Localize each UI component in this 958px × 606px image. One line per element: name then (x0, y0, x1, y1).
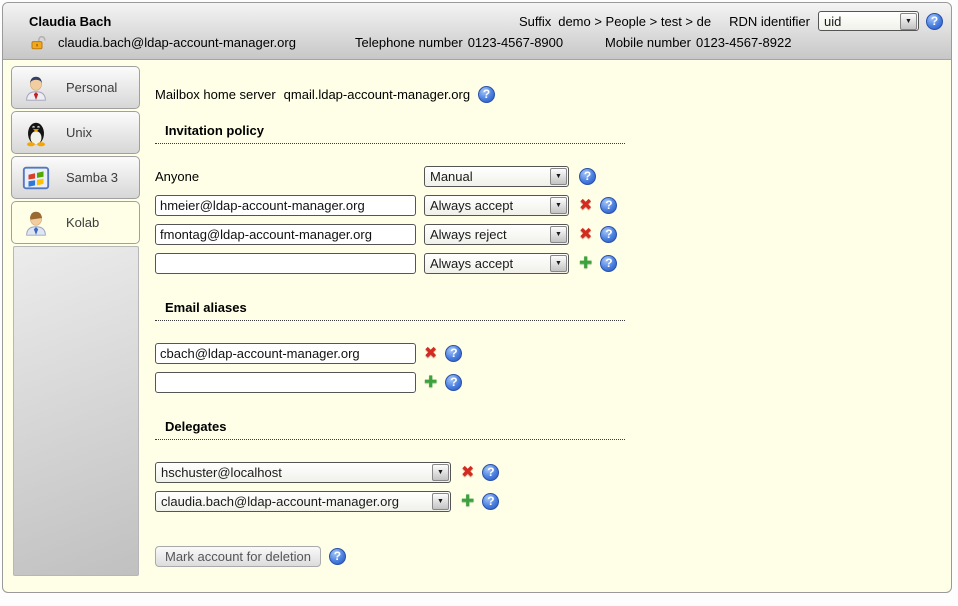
invitation-policy-select[interactable] (424, 224, 569, 245)
account-email: claudia.bach@ldap-account-manager.org (58, 35, 296, 50)
delegates-heading: Delegates (155, 419, 625, 440)
delegate-new-help-icon[interactable]: ? (482, 493, 499, 510)
email-alias-help-icon[interactable]: ? (445, 345, 462, 362)
delegate-new-row (155, 491, 951, 512)
delegate-new-select[interactable] (155, 491, 451, 512)
mark-account-for-deletion-button[interactable]: Mark account for deletion (155, 546, 321, 567)
anyone-label: Anyone (155, 169, 200, 184)
rdn-identifier-label: RDN identifier (729, 13, 810, 29)
mailbox-home-server-value: qmail.ldap-account-manager.org (283, 87, 471, 102)
chevron-down-icon: ▼ (550, 168, 567, 185)
telephone-value: 0123-4567-8900 (467, 35, 564, 50)
account-deletion-row (155, 546, 951, 567)
mailbox-help-icon[interactable]: ? (478, 86, 495, 103)
delete-icon[interactable]: ✖ (461, 464, 475, 481)
unlock-icon[interactable] (30, 35, 47, 51)
tab-personal[interactable] (11, 66, 140, 109)
chevron-down-icon: ▼ (432, 493, 449, 510)
anyone-policy-select[interactable] (424, 166, 569, 187)
account-edit-window (2, 2, 952, 593)
telephone-number (355, 35, 605, 50)
tab-unix[interactable] (11, 111, 140, 154)
mobile-label: Mobile number (605, 35, 691, 50)
mailbox-home-server-label: Mailbox home server (155, 87, 276, 102)
delegate-new-value: claudia.bach@ldap-account-manager.org (161, 494, 399, 509)
tab-unix-label: Unix (66, 125, 93, 140)
email-alias-new-input[interactable] (155, 372, 416, 393)
suffix-label: Suffix (518, 13, 552, 29)
rdn-identifier-select[interactable] (818, 11, 919, 31)
kolab-user-icon (21, 208, 51, 238)
header-row-bottom (3, 32, 951, 53)
header-row-top (3, 3, 951, 32)
invitation-new-row (155, 253, 951, 274)
invitation-policy-heading: Invitation policy (155, 123, 625, 144)
chevron-down-icon: ▼ (550, 226, 567, 243)
kolab-tab-content (140, 60, 951, 593)
tux-penguin-icon (21, 118, 51, 148)
header-right-group (519, 11, 943, 31)
telephone-label: Telephone number (355, 35, 463, 50)
body-area (3, 60, 951, 593)
invitation-row (155, 195, 951, 216)
tab-personal-label: Personal (66, 80, 118, 95)
mobile-number (605, 35, 855, 50)
windows-logo-icon (21, 163, 51, 193)
mailbox-home-server-row (155, 86, 951, 103)
rdn-identifier-value: uid (824, 13, 842, 29)
chevron-down-icon: ▼ (432, 464, 449, 481)
email-alias-input[interactable] (155, 343, 416, 364)
header (3, 3, 951, 60)
add-icon[interactable]: ✚ (424, 374, 438, 391)
module-tab-sidebar (3, 60, 140, 593)
chevron-down-icon: ▼ (550, 197, 567, 214)
suffix-breadcrumb: demo > People > test > de (558, 13, 712, 29)
invitation-policy-select[interactable] (424, 253, 569, 274)
delegate-select[interactable] (155, 462, 451, 483)
invitation-policy-value: Always accept (430, 256, 514, 271)
delete-icon[interactable]: ✖ (579, 197, 593, 214)
anyone-policy-row (155, 166, 951, 187)
delegate-value: hschuster@localhost (161, 465, 282, 480)
invitation-help-icon[interactable]: ? (600, 197, 617, 214)
add-icon[interactable]: ✚ (461, 493, 475, 510)
delegate-row (155, 462, 951, 483)
invitation-email-input[interactable] (155, 195, 416, 216)
invitation-email-input[interactable] (155, 224, 416, 245)
invitation-new-email-input[interactable] (155, 253, 416, 274)
person-icon (21, 73, 51, 103)
invitation-policy-value: Always reject (430, 227, 507, 242)
add-icon[interactable]: ✚ (579, 255, 593, 272)
email-aliases-heading: Email aliases (155, 300, 625, 321)
email-alias-new-row (155, 372, 951, 393)
invitation-help-icon[interactable]: ? (600, 226, 617, 243)
delegate-help-icon[interactable]: ? (482, 464, 499, 481)
email-alias-help-icon[interactable]: ? (445, 374, 462, 391)
mobile-value: 0123-4567-8922 (696, 35, 792, 50)
anyone-policy-help-icon[interactable]: ? (579, 168, 596, 185)
chevron-down-icon: ▼ (550, 255, 567, 272)
tab-kolab-label: Kolab (66, 215, 100, 230)
invitation-policy-value: Always accept (430, 198, 514, 213)
email-alias-row (155, 343, 951, 364)
tab-samba3-label: Samba 3 (66, 170, 119, 185)
anyone-policy-value: Manual (430, 169, 473, 184)
tab-samba3[interactable] (11, 156, 140, 199)
invitation-row (155, 224, 951, 245)
chevron-down-icon: ▼ (900, 13, 917, 30)
rdn-help-icon[interactable]: ? (926, 13, 943, 30)
account-title: Claudia Bach (29, 13, 112, 29)
invitation-help-icon[interactable]: ? (600, 255, 617, 272)
delete-icon[interactable]: ✖ (424, 345, 438, 362)
tab-kolab[interactable] (11, 201, 140, 244)
deletion-help-icon[interactable]: ? (329, 548, 346, 565)
invitation-policy-select[interactable] (424, 195, 569, 216)
sidebar-filler (13, 246, 139, 576)
delete-icon[interactable]: ✖ (579, 226, 593, 243)
